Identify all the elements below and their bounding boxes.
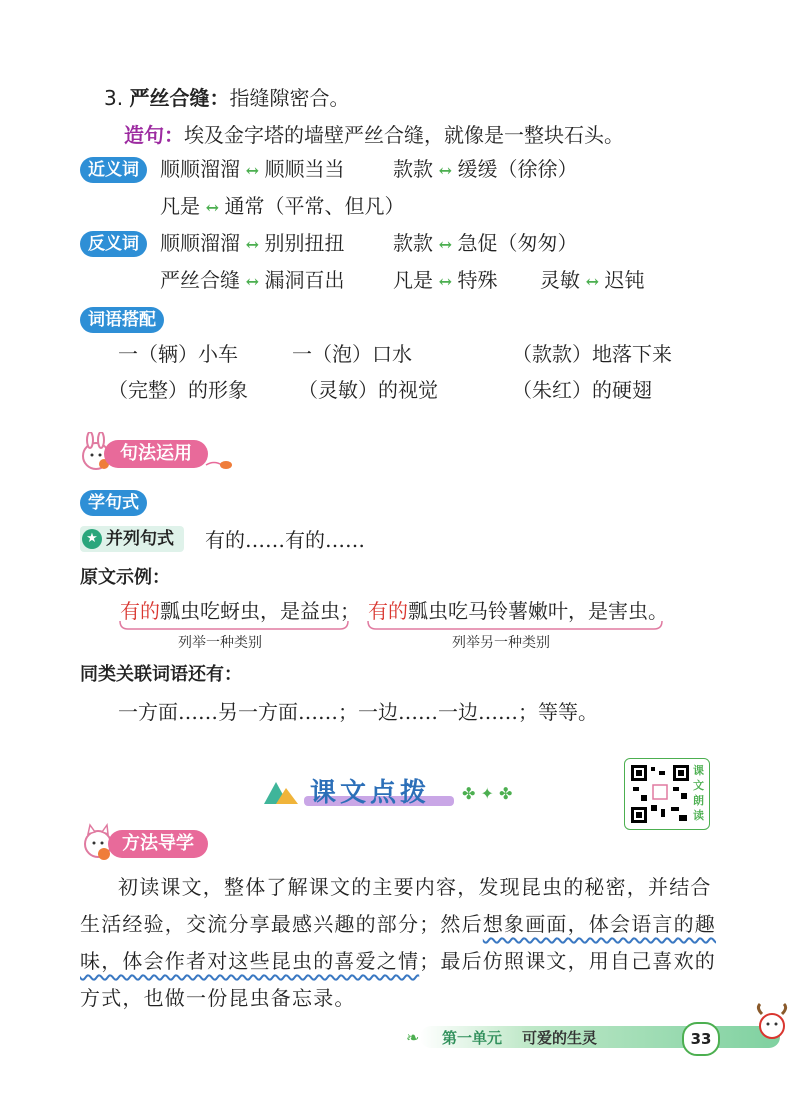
- qr-caption-char: 文: [693, 779, 704, 792]
- antonym-row-2b: [393, 266, 498, 296]
- synonym-label: 近义词: [80, 157, 147, 183]
- example-label: 原文示例：: [80, 567, 170, 588]
- vocab-item-3: [104, 84, 349, 112]
- learn-pattern-badge: [80, 490, 147, 516]
- star-icon: ★: [82, 529, 102, 549]
- goat-mascot-icon: [752, 1002, 792, 1042]
- synonym-row-2: [160, 192, 405, 222]
- collocation-badge: [80, 307, 164, 333]
- word: 凡是: [160, 194, 200, 218]
- arrow-icon: ↔: [433, 161, 458, 180]
- qr-code-icon[interactable]: [629, 763, 691, 825]
- annotation-1: 列举一种类别: [178, 635, 262, 651]
- footer-title: 可爱的生灵: [522, 1029, 598, 1047]
- collocation-item: （灵敏）的视觉: [298, 378, 438, 402]
- guidance-title: 课文点拨: [310, 778, 431, 808]
- word: 灵敏: [540, 268, 580, 292]
- word: 缓缓（徐徐）: [457, 157, 578, 181]
- pattern-tag: [80, 526, 184, 552]
- arrow-icon: ↔: [580, 272, 605, 291]
- qr-caption: [693, 763, 705, 823]
- word: 严丝合缝: [160, 268, 240, 292]
- method-banner: [80, 822, 220, 862]
- mountain-icon: [262, 776, 302, 806]
- highlight-word: 有的: [368, 599, 408, 623]
- sentence-text: 埃及金字塔的墙壁严丝合缝，就像是一整块石头。: [184, 123, 624, 147]
- arrow-icon: ↔: [240, 161, 265, 180]
- footer: [400, 1022, 800, 1054]
- carrot-icon: [204, 458, 234, 472]
- synonym-badge: [80, 157, 147, 183]
- collocation-label: 词语搭配: [80, 307, 164, 333]
- wavy-underlined-text: 想象画面，体会语言的趣: [482, 912, 717, 936]
- syntax-banner: [78, 432, 228, 472]
- word: 顺顺当当: [264, 157, 345, 181]
- qr-caption-char: 朗: [693, 794, 704, 807]
- antonym-label: 反义词: [80, 231, 147, 257]
- collocation-item: 一（辆）小车: [118, 342, 238, 366]
- leaf-icon: ❧: [406, 1028, 420, 1047]
- word: 顺顺溜溜: [160, 157, 240, 181]
- collocation-item: （完整）的形象: [108, 378, 248, 402]
- paragraph-text: ；最后仿照课文，用自己喜欢的: [419, 949, 717, 973]
- qr-code-card[interactable]: [624, 758, 710, 830]
- syntax-banner-label: 句法运用: [104, 440, 208, 468]
- word: 别别扭扭: [264, 231, 345, 255]
- antonym-row-2a: [160, 266, 345, 296]
- related-text: 一方面……另一方面……；一边……一边……；等等。: [118, 700, 598, 724]
- word: 迟钝: [604, 268, 645, 292]
- wavy-underlined-text: 味，体会作者对这些昆虫的喜爱之情: [80, 949, 420, 973]
- antonym-row-2c: [540, 266, 645, 296]
- word: 通常（平常、但凡）: [224, 194, 405, 218]
- antonym-badge: [80, 231, 147, 257]
- underline-brackets: [118, 619, 678, 633]
- word: 凡是: [393, 268, 433, 292]
- word: 急促（匆匆）: [457, 231, 578, 255]
- word: 特殊: [457, 268, 498, 292]
- synonym-row-1b: [393, 155, 578, 185]
- word: 款款: [393, 157, 433, 181]
- collocation-item: （朱红）的硬翅: [512, 378, 652, 402]
- paragraph-line-4: 方式，也做一份昆虫备忘录。: [80, 986, 356, 1010]
- paragraph-line-2: [80, 910, 716, 938]
- qr-caption-char: 课: [693, 764, 704, 777]
- example-text: 瓢虫吃蚜虫，是益虫；: [160, 599, 360, 623]
- method-banner-label: 方法导学: [108, 830, 208, 858]
- example-sentence: [124, 121, 624, 149]
- paragraph-line-3: [80, 947, 716, 975]
- arrow-icon: ↔: [200, 198, 225, 217]
- annotation-2: 列举另一种类别: [452, 635, 550, 651]
- arrow-icon: ↔: [433, 235, 458, 254]
- item-definition: 指缝隙密合。: [229, 86, 350, 110]
- paragraph-text: 生活经验，交流分享最感兴趣的部分；然后: [80, 912, 483, 936]
- synonym-row-1a: [160, 155, 345, 185]
- arrow-icon: ↔: [240, 272, 265, 291]
- arrow-icon: ↔: [240, 235, 265, 254]
- collocation-item: 一（泡）口水: [292, 342, 412, 366]
- arrow-icon: ↔: [433, 272, 458, 291]
- learn-pattern-label: 学句式: [80, 490, 147, 516]
- paragraph-line-1: 初读课文，整体了解课文的主要内容，发现昆虫的秘密，并结合: [118, 875, 712, 899]
- page-number: 33: [682, 1022, 720, 1056]
- example-text: 瓢虫吃马铃薯嫩叶，是害虫。: [408, 599, 668, 623]
- item-term: 严丝合缝：: [129, 86, 230, 110]
- collocation-item: （款款）地落下来: [512, 342, 672, 366]
- sentence-label: 造句：: [124, 123, 184, 147]
- word: 漏洞百出: [264, 268, 345, 292]
- antonym-row-1b: [393, 229, 578, 259]
- qr-caption-char: 读: [693, 809, 704, 822]
- guidance-title-block: [262, 772, 522, 808]
- word: 款款: [393, 231, 433, 255]
- footer-unit: 第一单元: [442, 1029, 503, 1047]
- item-number: 3.: [104, 86, 124, 110]
- pattern-text: 有的……有的……: [205, 528, 365, 552]
- related-label: 同类关联词语还有：: [80, 664, 242, 685]
- word: 顺顺溜溜: [160, 231, 240, 255]
- sprout-icon: ✤ ✦ ✤: [462, 784, 513, 803]
- antonym-row-1a: [160, 229, 345, 259]
- highlight-word: 有的: [120, 599, 160, 623]
- pattern-label: 并列句式: [106, 529, 174, 549]
